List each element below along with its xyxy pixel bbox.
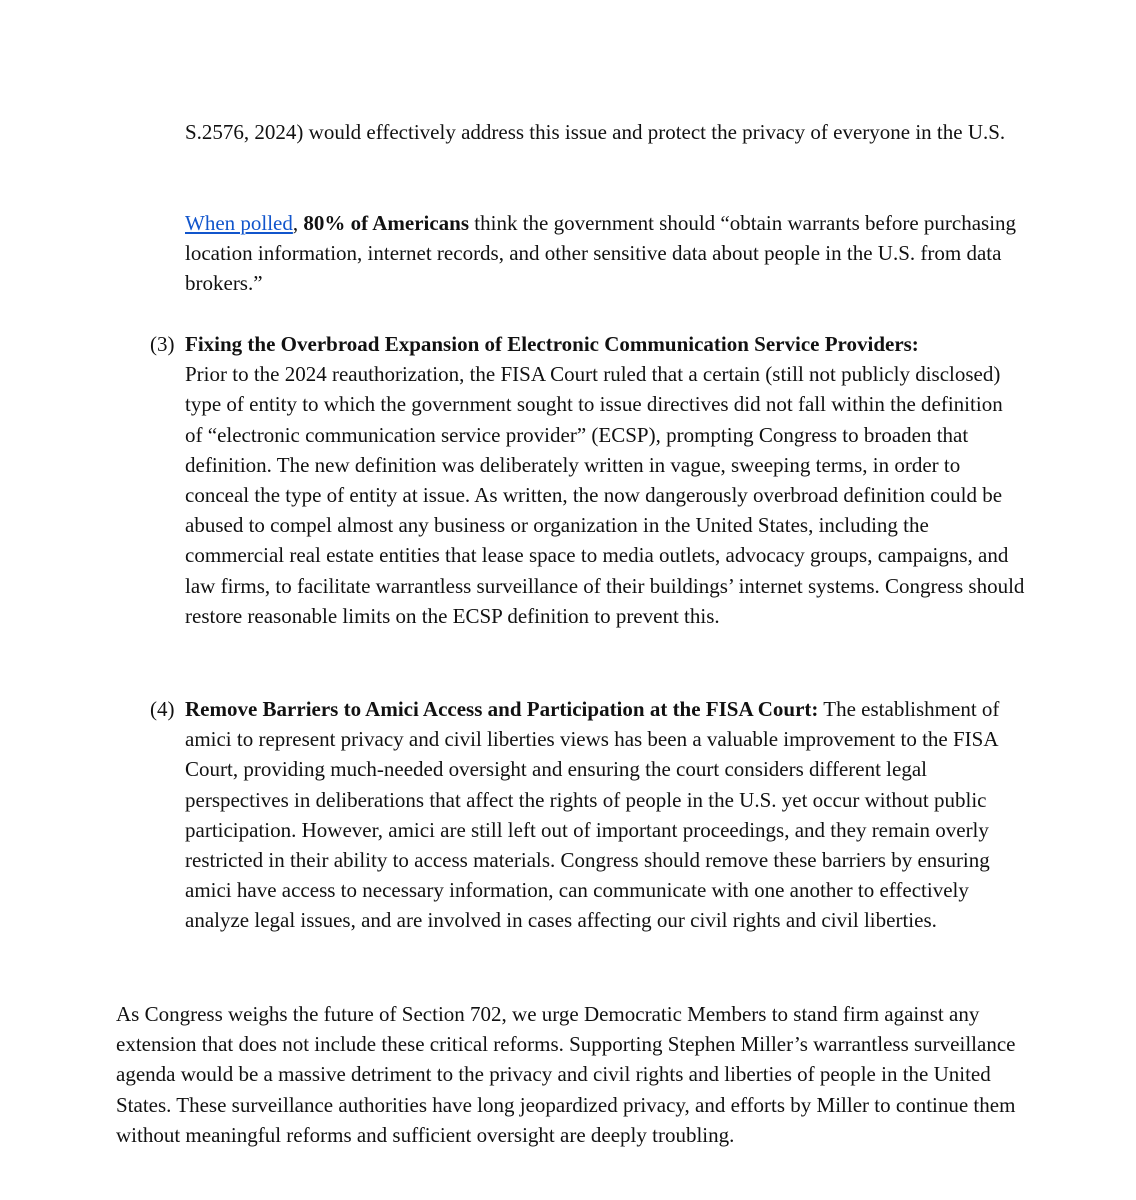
item-4-body: The establishment of amici to represent privacy and civil liberties views has been a valuable improvement to the FISA Court, providing much-needed oversight and ensuring the court considers different legal perspectives in deliberations that affect the rights of people in the U.S. yet occur without public participation. However, amici are still left out of important proceedings, and they remain overly restricted in their ability to access materials. Congress should remove these barriers by ensuring amici have access to necessary information, can communicate with one another to effectively analyze legal issues, and are involved in cases affecting our civil rights and civil liberties. <box>185 697 1000 933</box>
intro-continuation-paragraph <box>185 117 1025 147</box>
when-polled-link[interactable]: When polled <box>185 211 293 235</box>
intro-continuation-text: S.2576, 2024) would effectively address this issue and protect the privacy of everyone in the U.S. <box>185 120 1006 144</box>
item-3-paragraph <box>185 329 1025 631</box>
poll-paragraph <box>185 208 1025 299</box>
item-3-body: Prior to the 2024 reauthorization, the FISA Court ruled that a certain (still not publicly disclosed) type of entity to which the government sought to issue directives did not fall within the definition of “electronic communication service provider” (ECSP), prompting Congress to broaden that definition. The new definition was deliberately written in vague, sweeping terms, in order to conceal the type of entity at issue. As written, the now dangerously overbroad definition could be abused to compel almost any business or organization in the United States, including the commercial real estate entities that lease space to media outlets, advocacy groups, campaigns, and law firms, to facilitate warrantless surveillance of their buildings’ internet systems. Congress should restore reasonable limits on the ECSP definition to prevent this. <box>185 362 1025 628</box>
item-4-heading: Remove Barriers to Amici Access and Participation at the FISA Court: <box>185 697 819 721</box>
item-3-heading: Fixing the Overbroad Expansion of Electronic Communication Service Providers: <box>185 332 919 356</box>
poll-comma: , <box>292 211 299 235</box>
poll-text: think the government should “obtain warrants before purchasing location information, internet records, and other sensitive data about people in the U.S. from data brokers.” <box>185 211 1017 296</box>
item-4-number: (4) <box>150 697 175 721</box>
item-4-paragraph <box>185 694 1025 936</box>
item-3-number: (3) <box>150 332 175 356</box>
poll-statistic: 80% of Americans <box>303 211 470 235</box>
closing-paragraph <box>116 999 1016 1150</box>
closing-text: As Congress weighs the future of Section 702, we urge Democratic Members to stand firm against any extension that does not include these critical reforms. Supporting Stephen Miller’s warrantless surveillance agenda would be a massive detriment to the privacy and civil rights and liberties of people in the United States. These surveillance authorities have long jeopardized privacy, and efforts by Miller to continue them without meaningful reforms and sufficient oversight are deeply troubling. <box>116 1002 1016 1147</box>
